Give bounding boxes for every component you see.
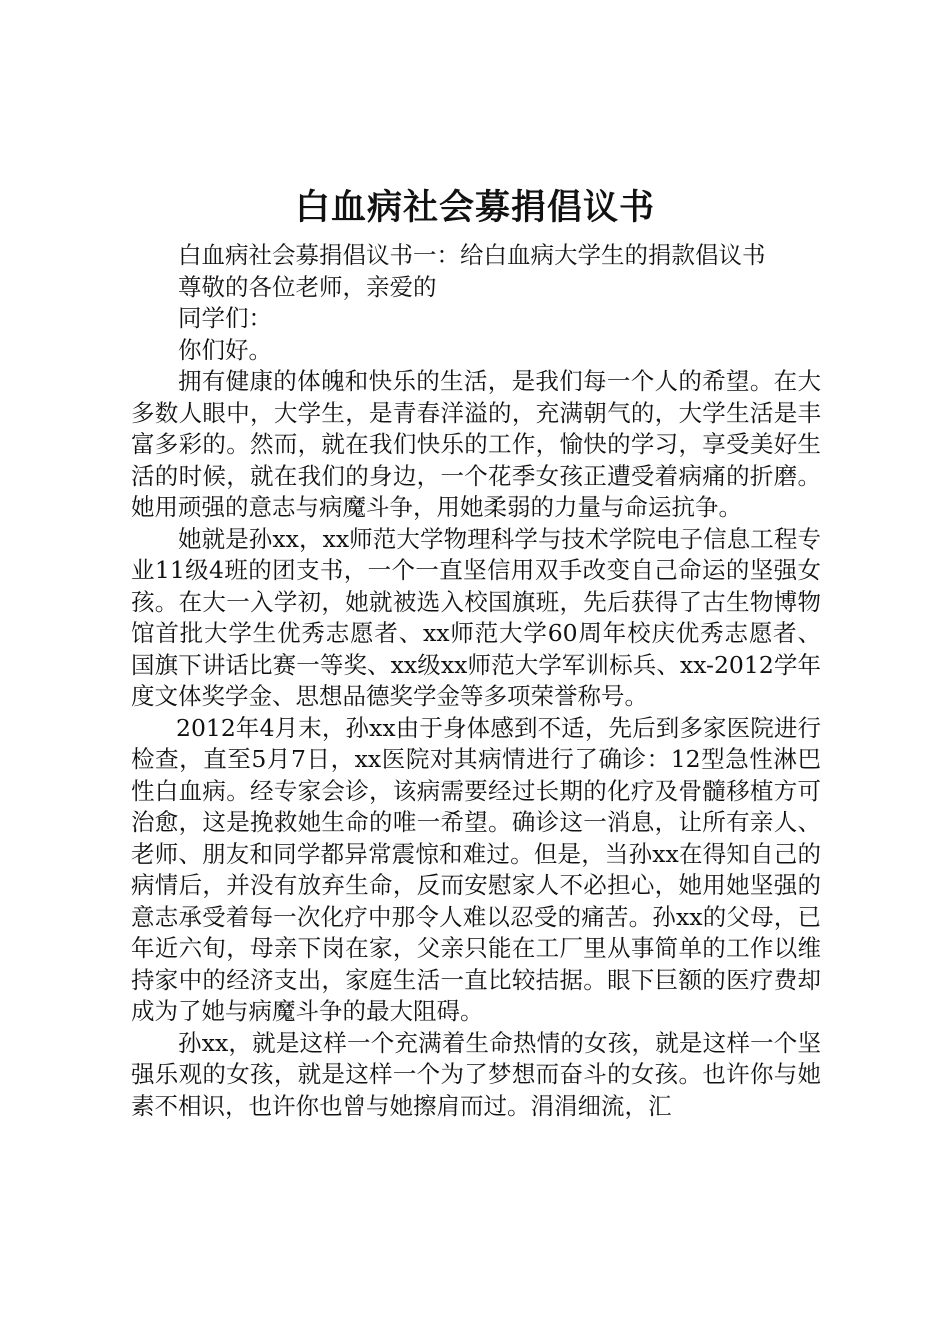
greeting-line: 你们好。 [178,335,272,364]
paragraph-profile: 她就是孙xx，xx师范大学物理科学与技术学院电子信息工程专业11级4班的团支书，一个一直坚信用双手改变自己命运的坚强女孩。在大一入学初，她就被选入校国旗班，先后获得了古生物博物馆首批大学生优秀志愿者、xx师范大学60周年校庆优秀志愿者、国旗下讲话比赛一等奖、xx级xx师范大学军训标兵、xx-2012学年度文体奖学金、思想品德奖学金等多项荣誉称号。 [131,524,821,710]
paragraph-intro: 拥有健康的体魄和快乐的生活，是我们每一个人的希望。在大多数人眼中，大学生，是青春洋溢的，充满朝气的，大学生活是丰富多彩的。然而，就在我们快乐的工作，愉快的学习，享受美好生活的时候，就在我们的身边，一个花季女孩正遭受着病痛的折磨。她用顽强的意志与病魔斗争，用她柔弱的力量与命运抗争。 [131,367,821,521]
salutation-line: 尊敬的各位老师，亲爱的 [178,272,437,301]
subtitle-line: 白血病社会募捐倡议书一：给白血病大学生的捐款倡议书 [178,241,766,269]
paragraph-appeal: 孙xx，就是这样一个充满着生命热情的女孩，就是这样一个坚强乐观的女孩，就是这样一个为了梦想而奋斗的女孩。也许你与她素不相识，也许你也曾与她擦肩而过。涓涓细流，汇 [131,1028,821,1120]
document-title: 白血病社会募捐倡议书 [294,187,655,228]
document-body [131,240,821,1122]
paragraph-diagnosis: 2012年4月末，孙xx由于身体感到不适，先后到多家医院进行检查，直至5月7日，xx医院对其病情进行了确诊：12型急性淋巴性白血病。经专家会诊，该病需要经过长期的化疗及骨髓移植方可治愈，这是挽救她生命的唯一希望。确诊这一消息，让所有亲人、老师、朋友和同学都异常震惊和难过。但是，当孙xx在得知自己的病情后，并没有放弃生命，反而安慰家人不必担心，她用她坚强的意志承受着每一次化疗中那令人难以忍受的痛苦。孙xx的父母，已年近六旬，母亲下岗在家，父亲只能在工厂里从事简单的工作以维持家中的经济支出，家庭生活一直比较拮据。眼下巨额的医疗费却成为了她与病魔斗争的最大阻碍。 [131,713,821,1025]
salutation-continuation: 同学们： [178,304,272,332]
